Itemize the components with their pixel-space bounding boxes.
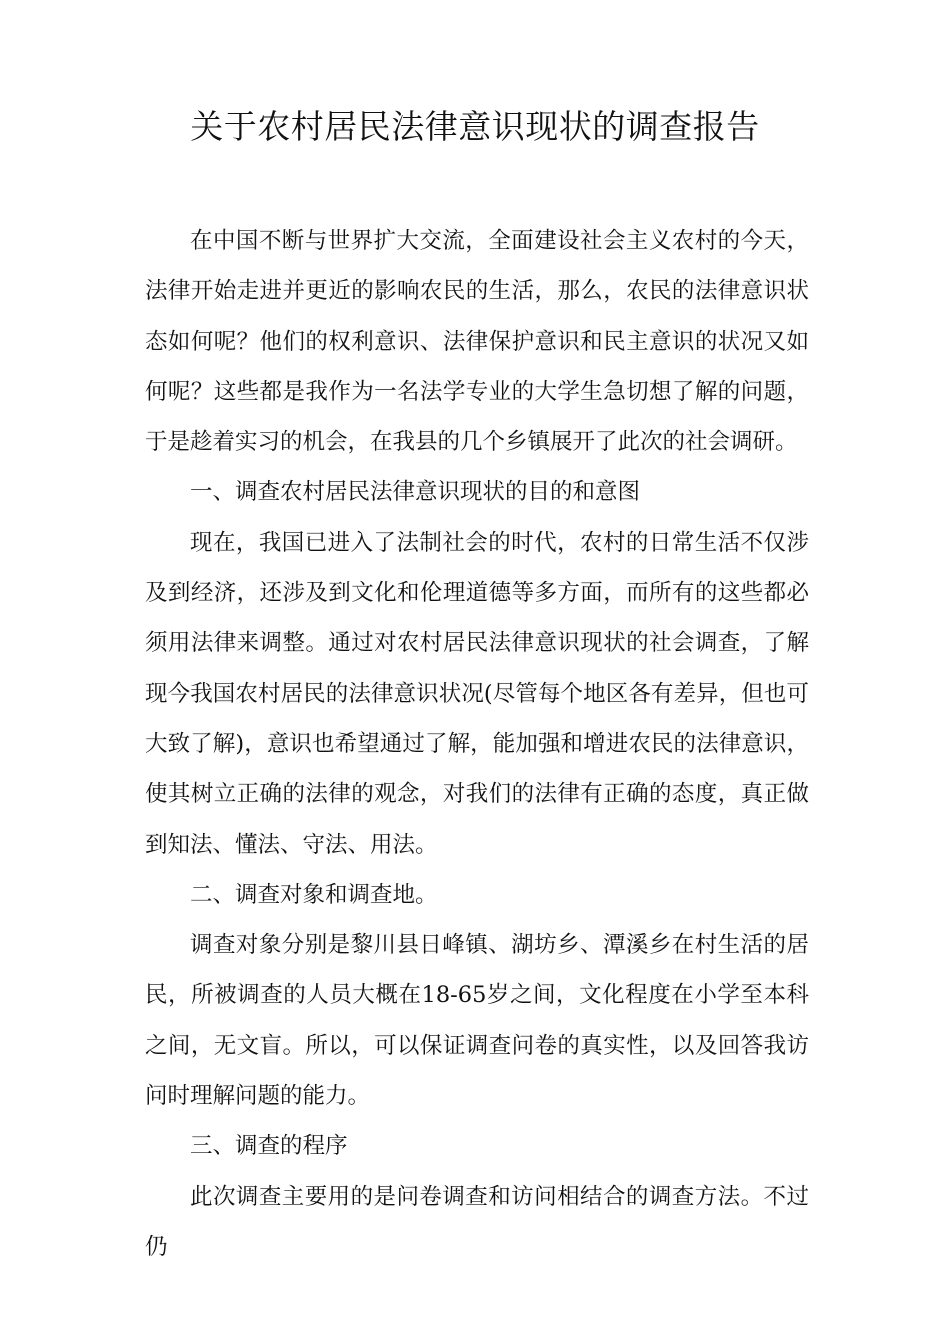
section-heading-purpose: 一、调查农村居民法律意识现状的目的和意图 xyxy=(190,479,641,506)
paragraph-procedure: 此次调查主要用的是问卷调查和访问相结合的调查方法。不过仍 xyxy=(145,1183,809,1260)
document-title: 关于农村居民法律意识现状的调查报告 xyxy=(190,107,760,146)
paragraph-purpose: 现在，我国已进入了法制社会的时代，农村的日常生活不仅涉及到经济，还涉及到文化和伦理道德等多方面，而所有的这些都必须用法律来调整。通过对农村居民法律意识现状的社会调查，了解现今我国农村居民的法律意识状况(尽管每个地区各有差异，但也可大致了解)，意识也希望通过了解，能加强和增进农民的法律意识，使其树立正确的法律的观念，对我们的法律有正确的态度，真正做到知法、懂法、守法、用法。 xyxy=(145,529,809,858)
section-heading-procedure: 三、调查的程序 xyxy=(190,1133,348,1160)
section-heading-subjects: 二、调查对象和调查地。 xyxy=(190,881,438,908)
paragraph-intro: 在中国不断与世界扩大交流，全面建设社会主义农村的今天，法律开始走进并更近的影响农民的生活，那么，农民的法律意识状态如何呢？他们的权利意识、法律保护意识和民主意识的状况又如何呢？这些都是我作为一名法学专业的大学生急切想了解的问题，于是趁着实习的机会，在我县的几个乡镇展开了此次的社会调研。 xyxy=(145,228,809,456)
document-body xyxy=(145,216,809,1272)
paragraph-subjects: 调查对象分别是黎川县日峰镇、湖坊乡、潭溪乡在村生活的居民，所被调查的人员大概在18-65岁之间，文化程度在小学至本科之间，无文盲。所以，可以保证调查问卷的真实性，以及回答我访问时理解问题的能力。 xyxy=(145,932,809,1110)
